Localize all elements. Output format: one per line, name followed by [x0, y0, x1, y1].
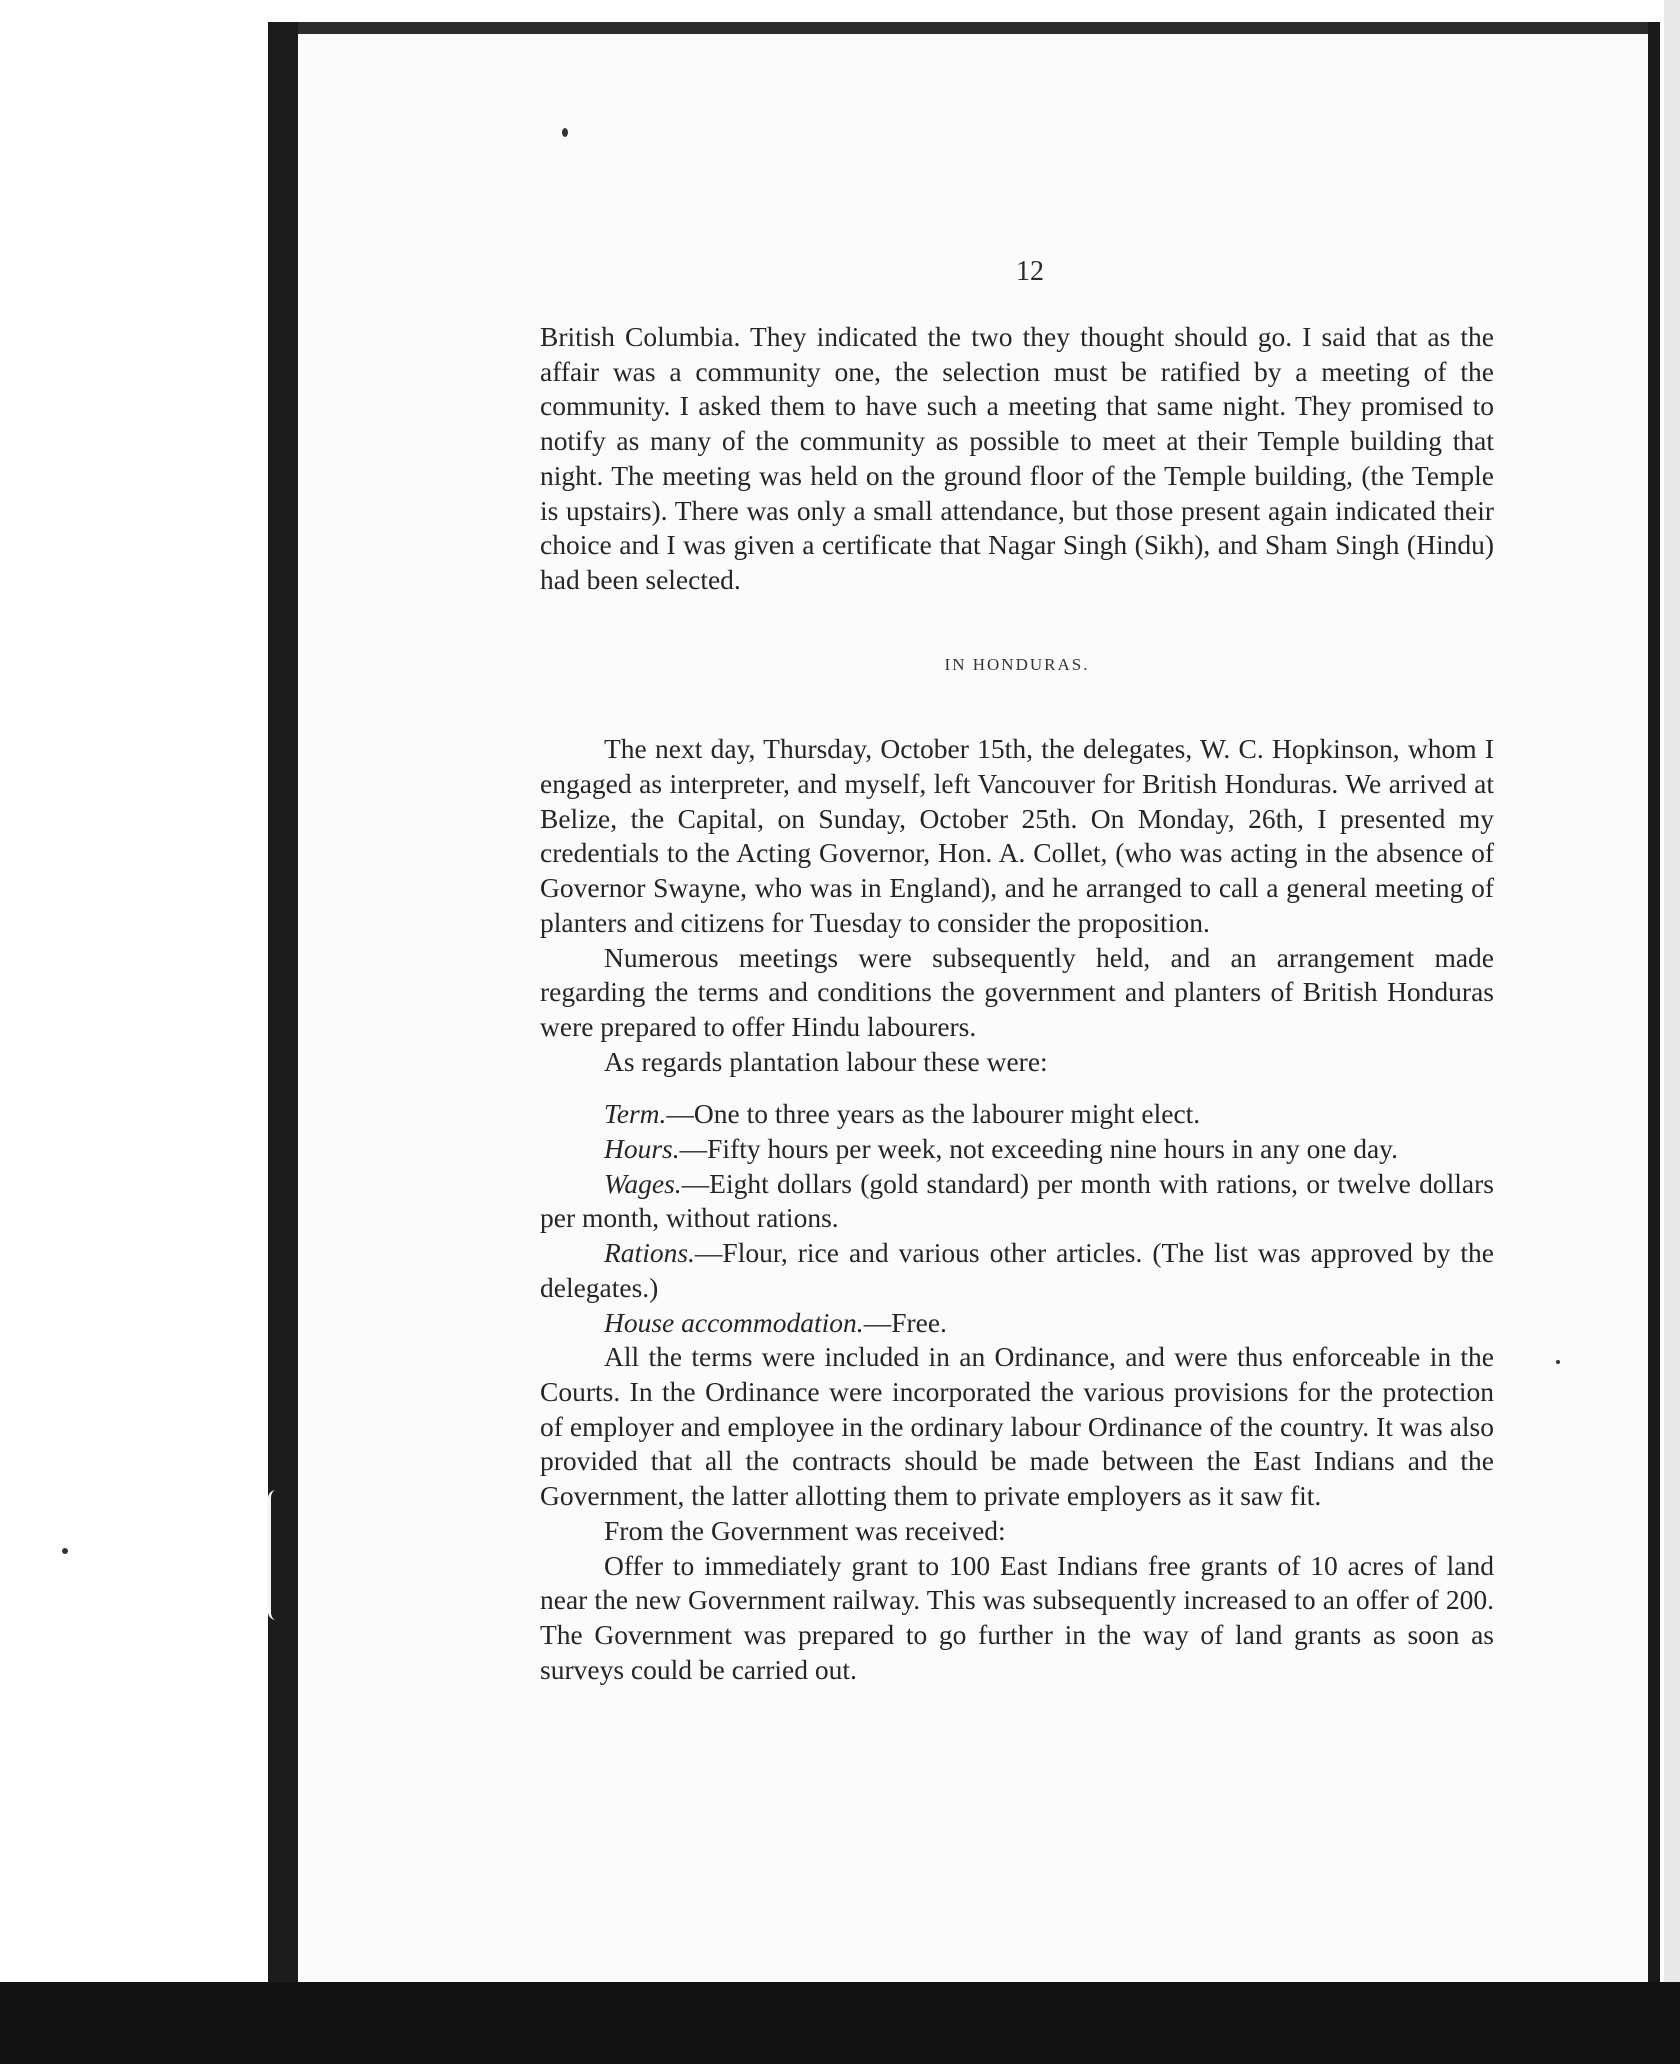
term-item-wages — [540, 1167, 1494, 1236]
term-text: —Eight dollars (gold standard) per month with rations, or twelve dollars per month, without rations. — [540, 1167, 1494, 1234]
section-heading: IN HONDURAS. — [944, 654, 1090, 674]
paragraph-5: From the Government was received: — [604, 1514, 1006, 1546]
term-text: —Fifty hours per week, not exceeding nine hours in any one day. — [679, 1133, 1399, 1165]
paragraph-4: All the terms were included in an Ordinance, and were thus enforceable in the Courts. In the Ordinance were incorporated the various provisions for the protection of employer and employee in the ordinary labour Ordinance of the country. It was also provided that all the contracts should be made between the East Indians and the Government, the latter allotting them to private employers as it saw fit. — [540, 1341, 1494, 1512]
scan-border-bottom — [0, 1982, 1680, 2064]
paragraph-2: Numerous meetings were subsequently held, and an arrangement made regarding the terms and conditions the government and planters of British Honduras were prepared to offer Hindu labourers. — [540, 941, 1494, 1042]
intro-paragraph: British Columbia. They indicated the two they thought should go. I said that as the affair was a community one, the selection must be ratified by a meeting of the community. I asked them to have such a meeting that same night. They promised to notify as many of the community as possible to meet at their Temple building that night. The meeting was held on the ground floor of the Temple building, (the Temple is upstairs). There was only a small attendance, but those present again indicated their choice and I was given a certificate that Nagar Singh (Sikh), and Sham Singh (Hindu) had been selected. — [540, 321, 1494, 595]
term-text: —One to three years as the labourer might elect. — [666, 1098, 1201, 1130]
ink-speck — [562, 128, 568, 137]
term-label: Rations. — [604, 1237, 695, 1269]
term-item-term — [540, 1097, 1494, 1132]
ink-speck — [62, 1548, 68, 1554]
paragraph-1: The next day, Thursday, October 15th, the delegates, W. C. Hopkinson, whom I engaged as interpreter, and myself, left Vancouver for British Honduras. We arrived at Belize, the Capital, on Sunday, October 25th. On Monday, 26th, I presented my credentials to the Acting Governor, Hon. A. Collet, (who was acting in the absence of Governor Swayne, who was in England), and he arranged to call a general meeting of planters and citizens for Tuesday to consider the proposition. — [540, 733, 1494, 938]
term-item-hours — [540, 1132, 1494, 1167]
page-number: 12 — [1016, 256, 1044, 287]
term-label: Term. — [604, 1098, 667, 1130]
term-label: Hours. — [604, 1133, 680, 1165]
term-text: —Flour, rice and various other articles. (The list was approved by the delegates.) — [540, 1237, 1494, 1303]
paragraph-3: As regards plantation labour these were: — [604, 1045, 1048, 1077]
scan-border-right — [1648, 22, 1660, 1982]
term-item-rations — [540, 1236, 1494, 1305]
document-body — [540, 256, 1494, 1687]
ink-speck — [1556, 1360, 1560, 1364]
scan-border-top — [268, 22, 1648, 34]
scan-border-left — [268, 22, 298, 1982]
term-label: Wages. — [604, 1167, 682, 1199]
margin-mark — [268, 1490, 281, 1620]
scan-edge-right — [1664, 0, 1680, 2064]
term-item-house-accommodation — [540, 1306, 1494, 1341]
term-text: —Free. — [863, 1306, 947, 1338]
term-label: House accommodation. — [604, 1306, 864, 1338]
paragraph-6: Offer to immediately grant to 100 East Indians free grants of 10 acres of land near the new Government railway. This was subsequently increased to an offer of 200. The Government was prepared to go further in the way of land grants as soon as surveys could be carried out. — [540, 1549, 1494, 1685]
